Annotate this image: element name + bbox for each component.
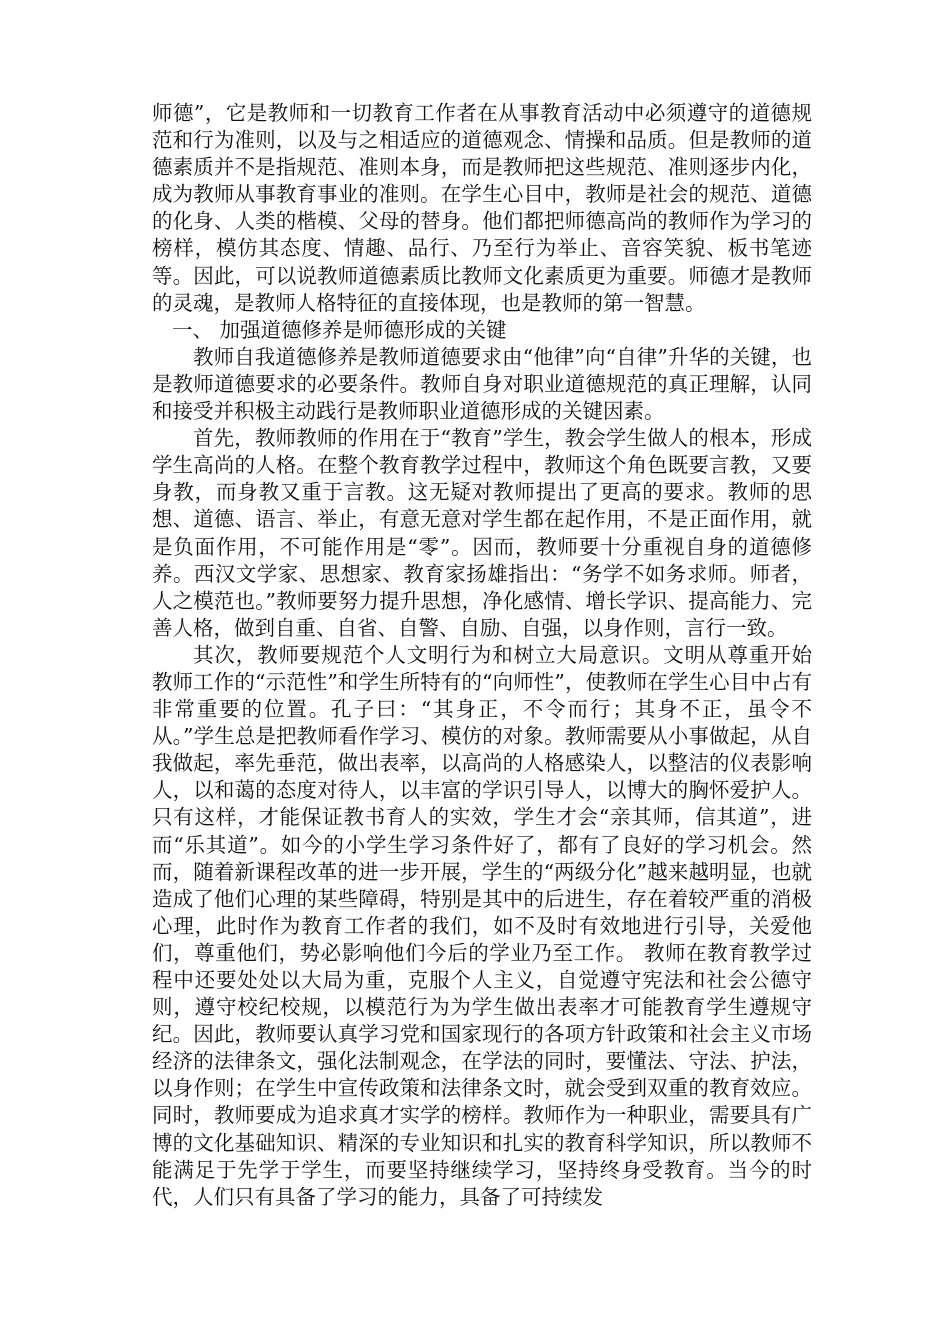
- paragraph-first: 首先，教师教师的作用在于“教育”学生，教会学生做人的根本，形成学生高尚的人格。在整个教育教学过程中，教师这个角色既要言教，又要身教，而身教又重于言教。这无疑对教师提出了更高的要求。教师的思想、道德、语言、举止，有意无意对学生都在起作用，不是正面作用，就是负面作用，不可能作用是“零”。因而，教师要十分重视自身的道德修养。西汉文学家、思想家、教育家扬雄指出：“务学不如务求师。师者，人之模范也。”教师要努力提升思想，净化感情、增长学识、提高能力、完善人格，做到自重、自省、自警、自励、自强，以身作则，言行一致。: [152, 426, 812, 640]
- paragraph-intro: 师德”，它是教师和一切教育工作者在从事教育活动中必须遵守的道德规范和行为准则，以及与之相适应的道德观念、情操和品质。但是教师的道德素质并不是指规范、准则本身，而是教师把这些规范、准则逐步内化，成为教师从事教育事业的准则。在学生心目中，教师是社会的规范、道德的化身、人类的楷模、父母的替身。他们都把师德高尚的教师作为学习的榜样，模仿其态度、情趣、品行、乃至行为举止、音容笑貌、板书笔迹等。因此，可以说教师道德素质比教师文化素质更为重要。师德才是教师的灵魂，是教师人格特征的直接体现，也是教师的第一智慧。: [152, 101, 812, 315]
- section-heading: 一、 加强道德修养是师德形成的关键: [172, 317, 507, 342]
- document-body: [152, 100, 812, 1211]
- paragraph-self-cultivation: 教师自我道德修养是教师道德要求由“他律”向“自律”升华的关键，也是教师道德要求的必要条件。教师自身对职业道德规范的真正理解，认同和接受并积极主动践行是教师职业道德形成的关键因素。: [152, 344, 812, 424]
- paragraph-second: 其次，教师要规范个人文明行为和树立大局意识。文明从尊重开始 教师工作的“示范性”和学生所特有的“向师性”，使教师在学生心目中占有非常重要的位置。孔子曰：“其身正，不令而行；其身不正，虽令不从。”学生总是把教师看作学习、模仿的对象。教师需要从小事做起，从自我做起，率先垂范，做出表率，以高尚的人格感染人，以整洁的仪表影响人，以和蔼的态度对待人，以丰富的学识引导人，以博大的胸怀爱护人。只有这样，才能保证教书育人的实效，学生才会“亲其师，信其道”，进而“乐其道”。如今的小学生学习条件好了，都有了良好的学习机会。然而，随着新课程改革的进一步开展，学生的“两级分化”越来越明显，也就造成了他们心理的某些障碍，特别是其中的后进生，存在着较严重的消极心理，此时作为教育工作者的我们，如不及时有效地进行引导，关爱他们，尊重他们，势必影响他们今后的学业乃至工作。 教师在教育教学过程中还要处处以大局为重，克服个人主义，自觉遵守宪法和社会公德守则，遵守校纪校规，以模范行为为学生做出表率才可能教育学生遵规守纪。因此，教师要认真学习党和国家现行的各项方针政策和社会主义市场经济的法律条文，强化法制观念，在学法的同时，要懂法、守法、护法，以身作则；在学生中宣传政策和法律条文时，就会受到双重的教育效应。同时，教师要成为追求真才实学的榜样。教师作为一种职业，需要具有广博的文化基础知识、精深的专业知识和扎实的教育科学知识，所以教师不能满足于先学于学生，而要坚持继续学习，坚持终身受教育。当今的时代，人们只有具备了学习的能力，具备了可持续发: [152, 642, 812, 1209]
